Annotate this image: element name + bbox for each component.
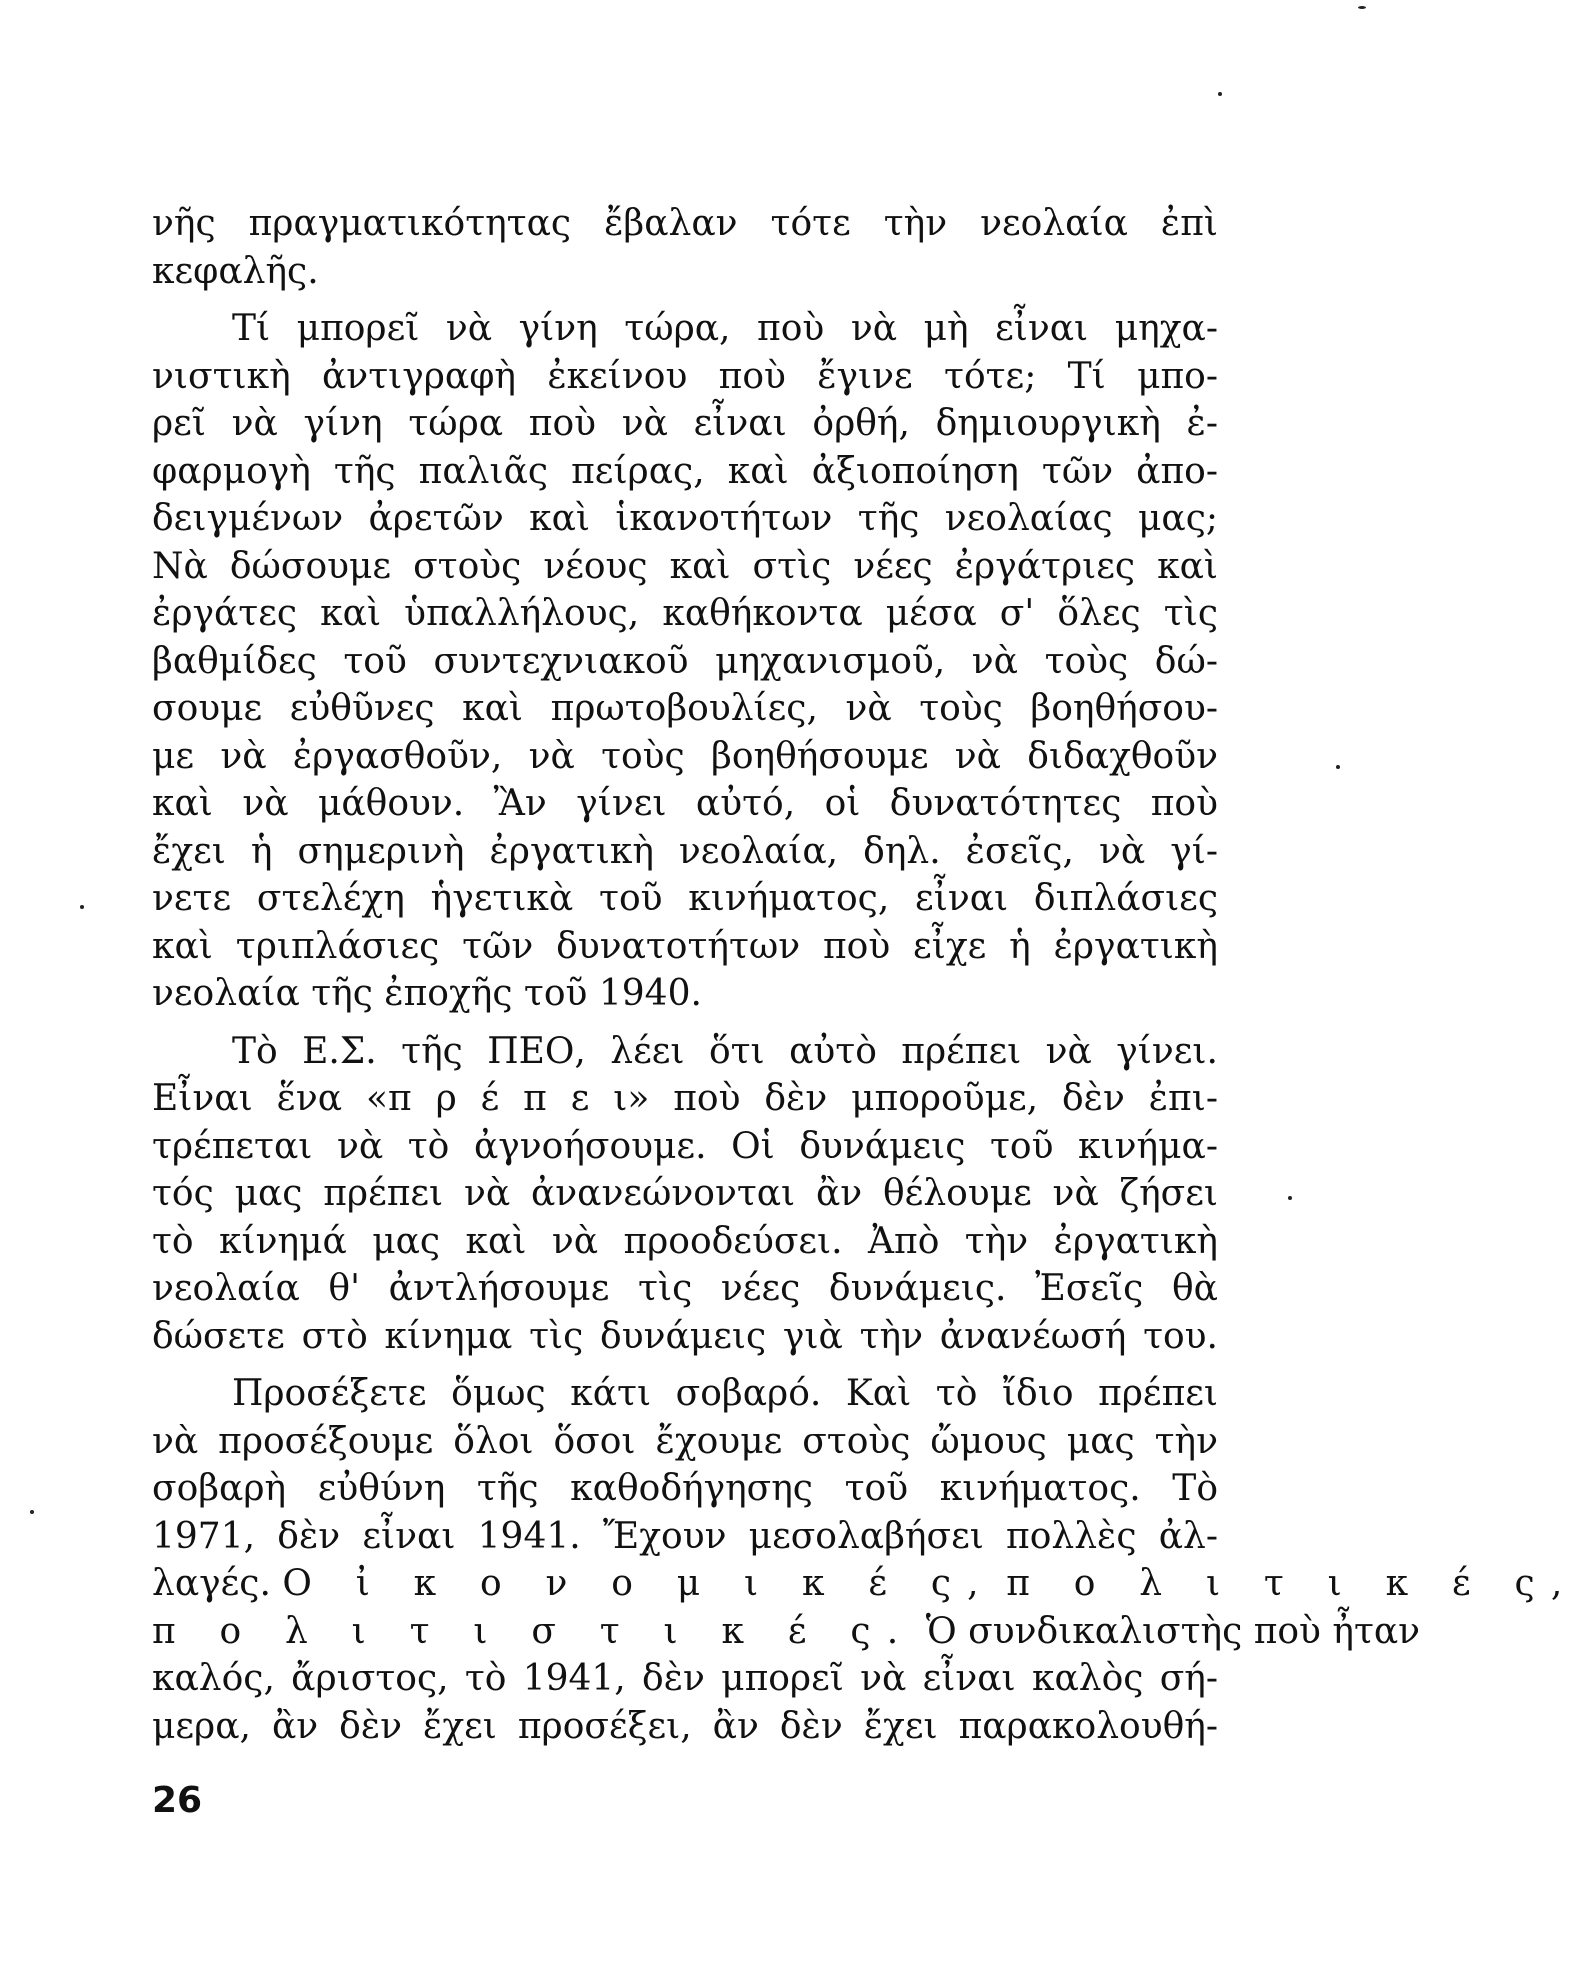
paragraph	[152, 1028, 1218, 1361]
text-line: δώσετε στὸ κίνημα τὶς δυνάμεις γιὰ τὴν ἀνανέωσή του.	[152, 1315, 1218, 1357]
text-line: νεολαία τῆς ἐποχῆς τοῦ 1940.	[152, 973, 702, 1014]
text-line: σουμε εὐθῦνες καὶ πρωτοβουλίες, νὰ τοὺς βοηθήσου-	[152, 688, 1218, 729]
text-line: νῆς πραγματικότητας ἔβαλαν τότε τὴν νεολαία ἐπὶ	[152, 203, 1218, 244]
text-line: Εἶναι ἕνα «π ρ έ π ε ι» ποὺ δὲν μποροῦμε, δὲν ἐπι-	[152, 1078, 1218, 1119]
scan-speck	[1336, 765, 1340, 769]
text-line: καὶ νὰ μάθουν. Ἂν γίνει αὐτό, οἱ δυνατότητες ποὺ	[152, 783, 1218, 824]
text-line: νετε στελέχη ἡγετικὰ τοῦ κινήματος, εἶναι διπλάσιες	[152, 878, 1218, 919]
text-line: τός μας πρέπει νὰ ἀνανεώνονται ἂν θέλουμε νὰ ζήσει	[152, 1173, 1218, 1214]
text-fragment: λαγές.	[152, 1563, 271, 1604]
text-line: ρεῖ νὰ γίνη τώρα ποὺ νὰ εἶναι ὀρθή, δημιουργικὴ ἐ-	[152, 403, 1218, 444]
text-line: καλός, ἄριστος, τὸ 1941, δὲν μπορεῖ νὰ εἶναι καλὸς σή-	[152, 1658, 1218, 1699]
text-line: βαθμίδες τοῦ συντεχνιακοῦ μηχανισμοῦ, νὰ τοὺς δώ-	[152, 640, 1218, 682]
text-line: φαρμογὴ τῆς παλιᾶς πείρας, καὶ ἀξιοποίηση τῶν ἀπο-	[152, 450, 1218, 492]
text-line: Νὰ δώσουμε στοὺς νέους καὶ στὶς νέες ἐργάτριες καὶ	[152, 545, 1218, 587]
text-line	[152, 1560, 1578, 1608]
body-text	[152, 200, 1578, 1750]
text-line: Τὸ Ε.Σ. τῆς ΠΕΟ, λέει ὅτι αὐτὸ πρέπει νὰ γίνει.	[232, 1030, 1218, 1072]
paragraph	[152, 200, 1218, 295]
text-line	[152, 1608, 1421, 1656]
scan-speck	[80, 905, 84, 909]
text-line: Προσέξετε ὅμως κάτι σοβαρό. Καὶ τὸ ἴδιο πρέπει	[232, 1373, 1218, 1414]
text-line: 1971, δὲν εἶναι 1941. Ἔχουν μεσολαβήσει πολλὲς ἀλ-	[152, 1515, 1218, 1557]
text-line: νιστικὴ ἀντιγραφὴ ἐκείνου ποὺ ἔγινε τότε; Τί μπο-	[152, 355, 1218, 397]
text-line: με νὰ ἐργασθοῦν, νὰ τοὺς βοηθήσουμε νὰ διδαχθοῦν	[152, 735, 1218, 777]
spaced-text: π ο λ ι τ ι κ έ ς,	[1006, 1563, 1578, 1604]
text-line: σοβαρὴ εὐθύνη τῆς καθοδήγησης τοῦ κινήματος. Τὸ	[152, 1468, 1218, 1509]
page-number: 26	[152, 1780, 203, 1821]
scan-speck	[1288, 1196, 1292, 1200]
text-line: νὰ προσέξουμε ὅλοι ὅσοι ἔχουμε στοὺς ὤμους μας τὴν	[152, 1420, 1218, 1462]
text-line: δειγμένων ἀρετῶν καὶ ἱκανοτήτων τῆς νεολαίας μας;	[152, 498, 1218, 539]
spaced-text: π ο λ ι τ ι σ τ ι κ έ ς.	[152, 1610, 915, 1652]
text-line: μερα, ἂν δὲν ἔχει προσέξει, ἂν δὲν ἔχει παρακολουθή-	[152, 1705, 1218, 1747]
scan-speck	[1218, 92, 1222, 96]
text-line: τὸ κίνημά μας καὶ νὰ προοδεύσει. Ἀπὸ τὴν ἐργατικὴ	[152, 1220, 1218, 1262]
text-line: Τί μπορεῖ νὰ γίνη τώρα, ποὺ νὰ μὴ εἶναι μηχα-	[232, 308, 1218, 349]
text-line: ἔχει ἡ σημερινὴ ἐργατικὴ νεολαία, δηλ. ἐσεῖς, νὰ γί-	[152, 830, 1218, 872]
text-line: νεολαία θ' ἀντλήσουμε τὶς νέες δυνάμεις. Ἐσεῖς θὰ	[152, 1268, 1218, 1309]
text-fragment: Ὁ συνδικαλιστὴς ποὺ ἦταν	[925, 1610, 1421, 1652]
scan-speck	[1358, 6, 1366, 9]
paragraph	[152, 1370, 1578, 1750]
spaced-text: Ο ἰ κ ο ν ο μ ι κ έ ς,	[282, 1563, 995, 1604]
text-line: ἐργάτες καὶ ὑπαλλήλους, καθήκοντα μέσα σ' ὅλες τὶς	[152, 593, 1218, 634]
text-line: τρέπεται νὰ τὸ ἀγνοήσουμε. Οἱ δυνάμεις τοῦ κινήμα-	[152, 1125, 1218, 1167]
text-line: κεφαλῆς.	[152, 250, 319, 292]
paragraph	[152, 305, 1218, 1018]
text-line: καὶ τριπλάσιες τῶν δυνατοτήτων ποὺ εἶχε ἡ ἐργατικὴ	[152, 925, 1218, 967]
scan-speck	[30, 1510, 34, 1514]
